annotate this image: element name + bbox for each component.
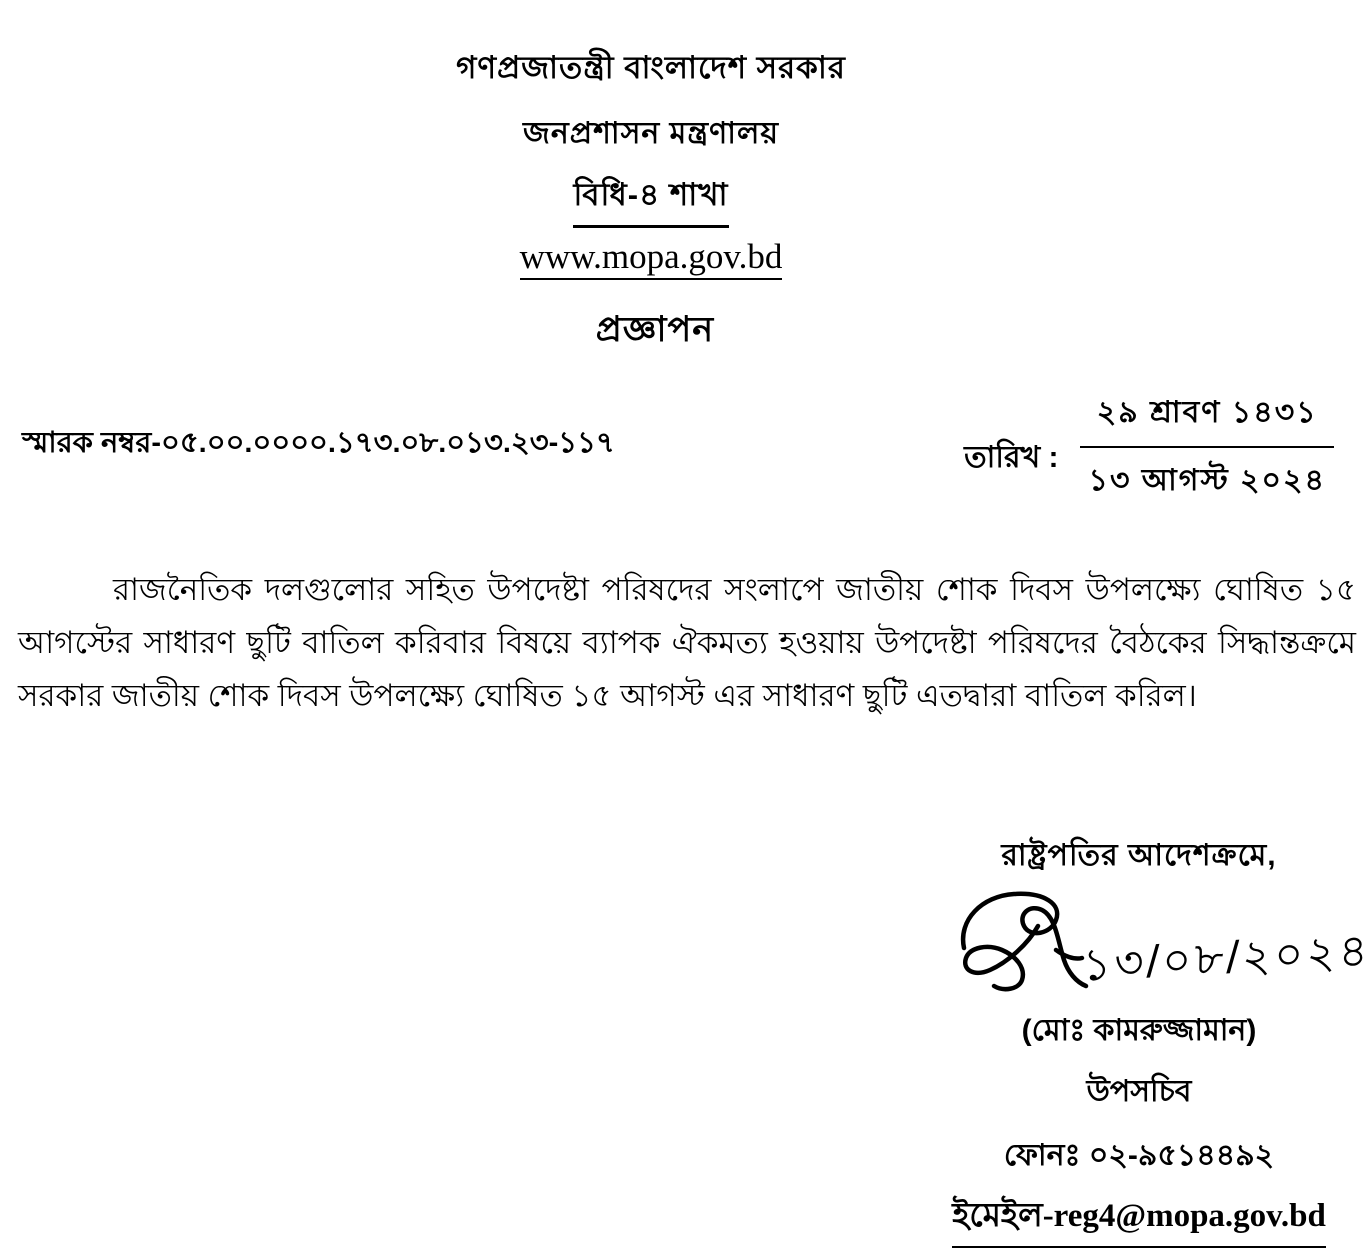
- ministry-name: জনপ্রশাসন মন্ত্রণালয়: [522, 117, 779, 150]
- date-label: তারিখ :: [964, 441, 1059, 474]
- website-line: [0, 237, 1302, 280]
- date-bangla-calendar: ২৯ শ্রাবণ ১৪৩১: [1096, 396, 1318, 429]
- phone-line: ফোনঃ ০২-৯৫১৪৪৯২: [1003, 1139, 1275, 1172]
- signature-area: [934, 886, 1372, 1004]
- signature-block: [934, 831, 1372, 1248]
- date-gregorian-calendar: ১৩ আগস্ট ২০২৪: [1088, 464, 1326, 497]
- notification-title: প্রজ্ঞাপন: [595, 310, 715, 349]
- body-paragraph: রাজনৈতিক দলগুলোর সহিত উপদেষ্টা পরিষদের সংলাপে জাতীয় শোক দিবস উপলক্ষ্যে ঘোষিত ১৫ আগস্টের সাধারণ ছুটি বাতিল করিবার বিষয়ে ব্যাপক ঐকমত্য হওয়ায় উপদেষ্টা পরিষদের বৈঠকের সিদ্ধান্তক্রমে সরকার জাতীয় শোক দিবস উপলক্ষ্যে ঘোষিত ১৫ আগস্ট এর সাধারণ ছুটি এতদ্বারা বাতিল করিল।: [18, 572, 1356, 713]
- memo-number: স্মারক নম্বর-০৫.০০.০০০০.১৭৩.০৮.০১৩.২৩-১১৭: [22, 427, 615, 459]
- government-name: গণপ্রজাতন্ত্রী বাংলাদেশ সরকার: [456, 50, 846, 85]
- signatory-designation: উপসচিব: [1086, 1075, 1192, 1108]
- branch-name: বিধি-৪ শাখা: [573, 171, 728, 228]
- website-url: www.mopa.gov.bd: [520, 237, 783, 280]
- by-order-line: রাষ্ট্রপতির আদেশক্রমে,: [1001, 839, 1277, 872]
- email-address: ইমেইল-reg4@mopa.gov.bd: [952, 1189, 1326, 1248]
- date-fraction: [1080, 388, 1334, 507]
- date-block: [964, 388, 1334, 507]
- handwritten-date: ১৩/০৮/২০২৪: [1081, 924, 1372, 991]
- signatory-name: (মোঃ কামরুজ্জামান): [1021, 1014, 1257, 1047]
- document-header: [0, 44, 1302, 280]
- email-line: [934, 1189, 1344, 1248]
